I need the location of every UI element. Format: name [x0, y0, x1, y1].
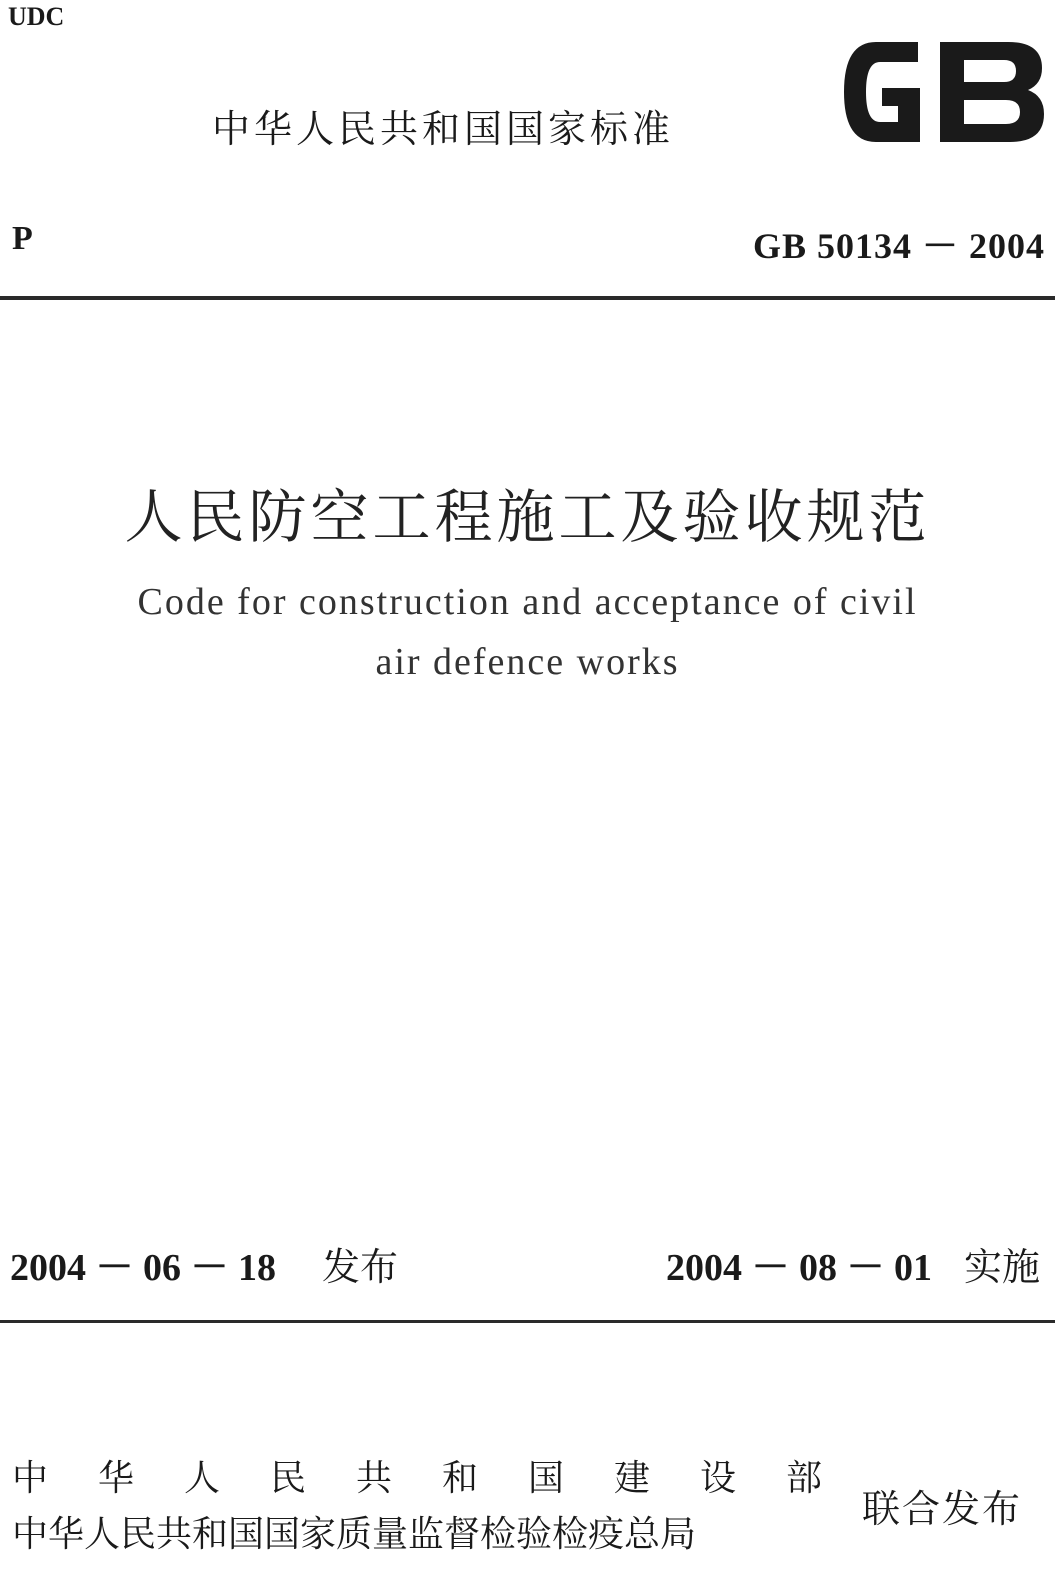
- effective-date: 2004 － 08 － 01: [666, 1247, 933, 1289]
- bottom-divider: [0, 1320, 1055, 1323]
- publisher-ministry: 中 华 人 民 共 和 国 建 设 部: [12, 1458, 822, 1499]
- joint-publish-label: 联合发布: [862, 1487, 1023, 1531]
- standard-number: GB 50134 － 2004: [752, 226, 1045, 266]
- issue-date: 2004 － 06 － 18: [10, 1247, 277, 1289]
- title-english-line2: air defence works: [375, 641, 680, 683]
- effective-label: 实施: [964, 1245, 1041, 1289]
- title-chinese: 人民防空工程施工及验收规范: [124, 483, 931, 551]
- national-standard-heading: 中华人民共和国国家标准: [212, 107, 675, 151]
- title-english-line1: Code for construction and acceptance of civil: [137, 581, 918, 623]
- gb-logo: [840, 38, 1048, 146]
- category-code: P: [12, 220, 33, 257]
- top-divider: [0, 296, 1055, 300]
- publisher-aqsiq: 中华人民共和国国家质量监督检验检疫总局: [12, 1514, 697, 1555]
- issue-label: 发布: [322, 1245, 399, 1289]
- udc-label: UDC: [8, 2, 65, 31]
